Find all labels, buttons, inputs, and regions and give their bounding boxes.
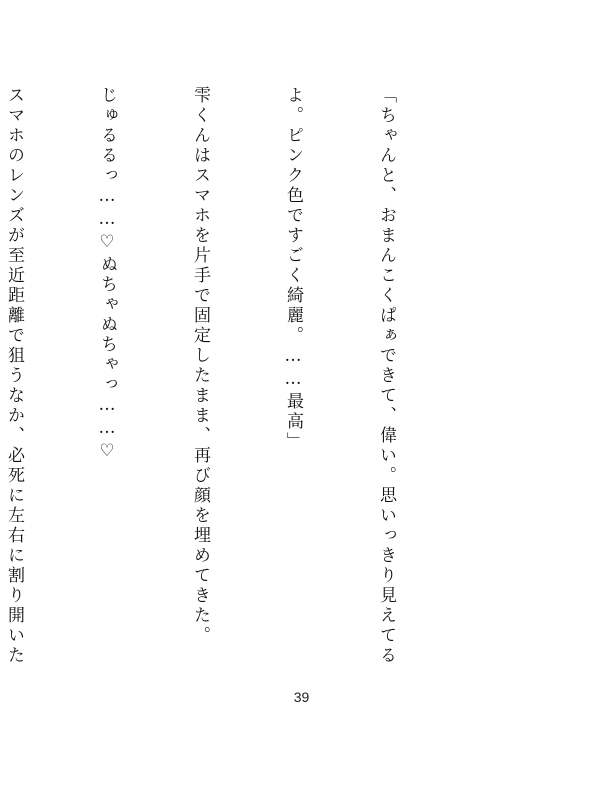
text-line: よ。ピンク色ですごく綺麗。……最高」 [283, 86, 303, 452]
text-line: 「ちゃんと、おまんこくぱぁできて、偉い。思いっきり見えてる [376, 86, 396, 666]
text-line: 雫くんはスマホを片手で固定したまま、再び顔を埋めてきた。 [190, 86, 210, 646]
text-line: スマホのレンズが至近距離で狙うなか、必死に左右に割り開いた [4, 86, 24, 666]
vertical-text-body [4, 86, 463, 686]
page-number: 39 [293, 689, 310, 705]
text-line: じゅるるっ……♡ぬちゃぬちゃっ……♡ [97, 86, 117, 464]
